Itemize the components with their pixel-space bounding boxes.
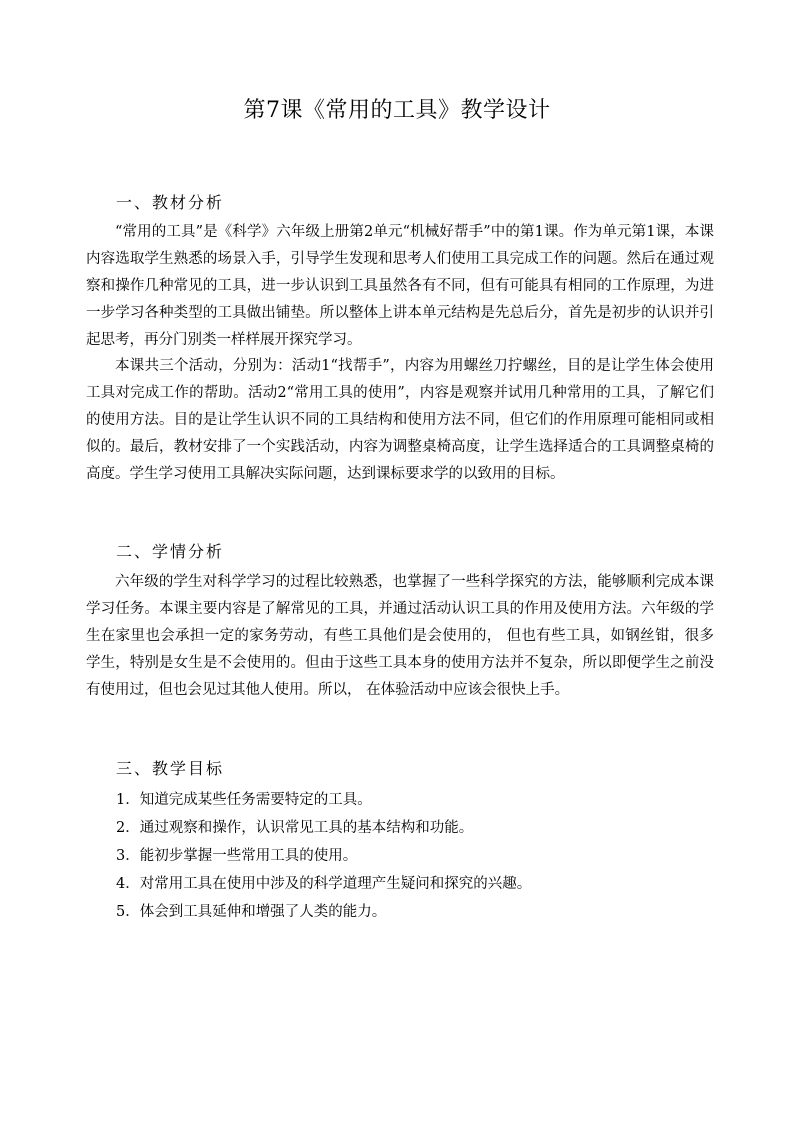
list-item: 5．体会到工具延伸和增强了人类的能力。	[116, 904, 387, 920]
paragraph-student-analysis: 六年级的学生对科学学习的过程比较熟悉，也掌握了一些科学探究的方法，能够顺利完成本课学习任务。本课主要内容是了解常见的工具，并通过活动认识工具的作用及使用方法。六年级的学生在家里也会承担一定的家务劳动，有些工具他们是会使用的， 但也有些工具，如钢丝钳，很多学生，特别是女生是不会使用的。但由于这些工具本身的使用方法并不复杂，所以即便学生之前没有使用过，但也会见过其他人使用。所以， 在体验活动中应该会很快上手。	[86, 574, 714, 698]
list-item: 1．知道完成某些任务需要特定的工具。	[116, 792, 372, 808]
list-item: 4．对常用工具在使用中涉及的科学道理产生疑问和探究的兴趣。	[116, 876, 532, 892]
list-item: 2．通过观察和操作，认识常见工具的基本结构和功能。	[116, 820, 474, 836]
section-heading-textbook-analysis: 一、教材分析	[116, 193, 225, 212]
paragraph-textbook-analysis-2: 本课共三个活动，分别为：活动1“找帮手”，内容为用螺丝刀拧螺丝，目的是让学生体会使用工具对完成工作的帮助。活动2“常用工具的使用”，内容是观察并试用几种常用的工具，了解它们的使用方法。目的是让学生认识不同的工具结构和使用方法不同，但它们的作用原理可能相同或相似的。最后，教材安排了一个实践活动，内容为调整桌椅高度，让学生选择适合的工具调整桌椅的高度。学生学习使用工具解决实际问题，达到课标要求学的以致用的目标。	[86, 358, 714, 482]
section-heading-teaching-goals: 三、教学目标	[116, 759, 225, 778]
section-heading-student-analysis: 二、学情分析	[116, 542, 225, 561]
list-item: 3．能初步掌握一些常用工具的使用。	[116, 848, 358, 864]
teaching-goals-list	[116, 786, 531, 926]
paragraph-textbook-analysis-1: “常用的工具”是《科学》六年级上册第2单元“机械好帮手”中的第1课。作为单元第1课，本课内容选取学生熟悉的场景入手，引导学生发现和思考人们使用工具完成工作的问题。然后在通过观察和操作几种常见的工具，进一步认识到工具虽然各有不同，但有可能具有相同的工作原理，为进一步学习各种类型的工具做出铺垫。所以整体上讲本单元结构是先总后分，首先是初步的认识并引起思考，再分门别类一样样展开探究学习。	[86, 224, 714, 348]
document-title: 第7课《常用的工具》教学设计	[243, 98, 551, 123]
